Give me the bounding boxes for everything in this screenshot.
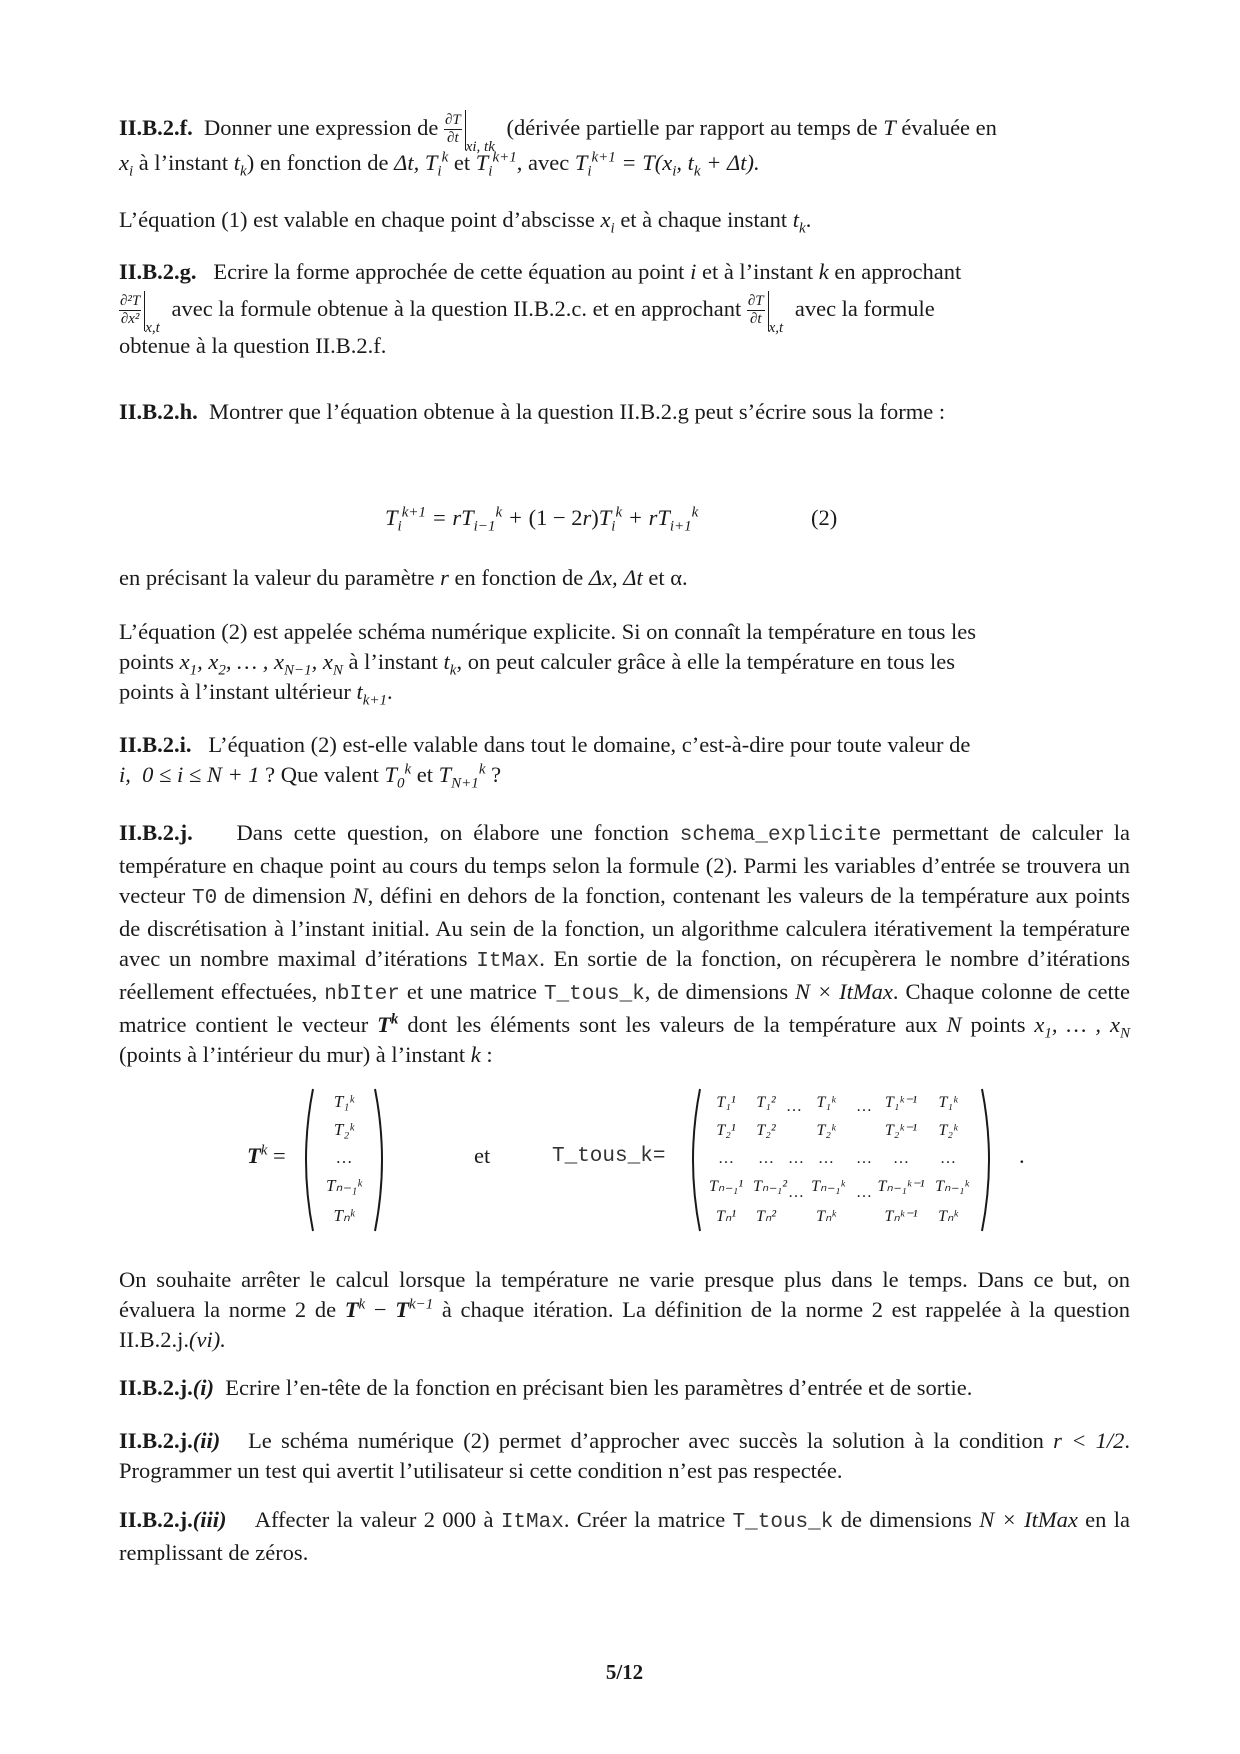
text: Ecrire la forme approchée de cette équation au point <box>213 259 685 284</box>
svg-text:T₂¹: T₂¹ <box>716 1122 736 1139</box>
text: . En sortie de la fonction, on récupèrera le nombre d’itérations réellement effectuées, <box>119 946 1131 1004</box>
text: , de dimensions <box>644 979 789 1004</box>
svg-text:…: … <box>818 1150 834 1167</box>
code-variable: T_tous_k <box>732 1511 834 1534</box>
text: de dimension <box>224 883 346 908</box>
text: L’équation (2) est-elle valable dans tout le domaine, c’est-à-dire pour toute valeur de <box>208 732 971 757</box>
text: et α. <box>648 565 688 590</box>
question-g: II.B.2.g. Ecrire la forme approchée de cette équation au point i et à l’instant k en approchant $\frac{\text{∂²T}}{\text{∂x²}}$ x,t avec la formule obtenue à la question II.B.2.c. et en approchant $\frac{\partial T}{\partial t}$ x,t avec la formule obtenue à la question II.B.2.f. <box>119 259 962 358</box>
eval-point: xi, tk <box>465 139 495 155</box>
svg-text:Tₙ₋₁ᵏ: Tₙ₋₁ᵏ <box>326 1176 362 1195</box>
text: en la remplissant de zéros. <box>119 1507 1131 1565</box>
svg-text:Tₙᵏ: Tₙᵏ <box>816 1208 836 1225</box>
question-j: II.B.2.j. Dans cette question, on élabore une fonction schema_explicite permettant de calculer la température en chaque point au cours du temps selon la formule (2). Parmi les variables d’entrée se trouvera un vecteur T0 de dimension N, défini en dehors de la fonction, contenant les valeurs de la température aux points de discrétisation à l’instant initial. Au sein de la fonction, un algorithme calculera itérativement la température avec un nombre maximal d’itérations ItMax. En sortie de la fonction, on récupèrera le nombre d’itérations réellement effectuées, nbIter et une matrice T_tous_k, de dimensions N × ItMax. Chaque colonne de cette matrice contient le vecteur $T^k$ dont les éléments sont les valeurs de la température aux N points $x_1$, … , $x_N$ (points à l’intérieur du mur) à l’instant k : <box>119 820 1131 1067</box>
svg-text:Tₙ₋₁¹: Tₙ₋₁¹ <box>708 1178 744 1195</box>
svg-text:Tₙᵏ: Tₙᵏ <box>938 1208 958 1225</box>
svg-text:Tₙ²: Tₙ² <box>755 1208 777 1225</box>
code-variable: nbIter <box>324 983 400 1006</box>
text: avec la formule obtenue à la question II.B.2.c. et en approchant <box>171 296 742 321</box>
second-partial-derivative: $\frac{\text{∂²T}}{\text{∂x²}}$ <box>120 293 141 328</box>
text: points <box>119 649 175 674</box>
question-j-iii: II.B.2.j.(iii) Affecter la valeur 2 000 à ItMax. Créer la matrice T_tous_k de dimensions N × ItMax en la remplissant de zéros. <box>119 1507 1131 1565</box>
svg-text:T₁ᵏ: T₁ᵏ <box>938 1094 958 1111</box>
equation-2: $T_i^{k+1} = rT_{i-1}^k + (1 - 2r)T_i^k + rT_{i+1}^k$ (2) <box>385 504 838 535</box>
text: (dérivée partielle par rapport au temps de <box>506 115 878 140</box>
text: Ecrire l’en-tête de la fonction en précisant bien les paramètres d’entrée et de sortie. <box>225 1375 973 1400</box>
question-h-continued: en précisant la valeur du paramètre r en fonction de Δx, Δt et α. <box>119 565 688 590</box>
equation-1-note: L’équation (1) est valable en chaque point d’abscisse $x_i$ et à chaque instant $t_k$. <box>119 207 812 237</box>
svg-text:…: … <box>893 1150 909 1167</box>
svg-text:Tₙ₋₁ᵏ⁻¹: Tₙ₋₁ᵏ⁻¹ <box>877 1178 925 1195</box>
svg-text:T₁ᵏ⁻¹: T₁ᵏ⁻¹ <box>884 1094 918 1111</box>
svg-text:T₁¹: T₁¹ <box>716 1094 736 1111</box>
vector-label: $T^k$ = <box>247 1142 286 1168</box>
svg-text:Tₙᵏ⁻¹: Tₙᵏ⁻¹ <box>884 1208 918 1225</box>
svg-text:T₁²: T₁² <box>756 1094 776 1111</box>
text: à chaque itération. La définition de la norme 2 est rappelée à la question II.B.2.j. <box>119 1297 1130 1352</box>
svg-text:Tₙ₋₁ᵏ: Tₙ₋₁ᵏ <box>811 1178 845 1195</box>
vector-brackets <box>299 1085 389 1235</box>
partial-derivative: $\frac{\partial T}{\partial t}$ <box>444 112 461 147</box>
code-variable: T_tous_k <box>543 983 645 1006</box>
text: L’équation (2) est appelée schéma numérique explicite. Si on connaît la température en tous les <box>119 619 976 644</box>
svg-text:T₁ᵏ: T₁ᵏ <box>816 1094 836 1111</box>
svg-text:T₂ᵏ: T₂ᵏ <box>816 1122 836 1139</box>
text: Affecter la valeur 2 000 à <box>254 1507 494 1532</box>
stopping-criterion: On souhaite arrêter le calcul lorsque la température ne varie presque plus dans le temps. Dans ce but, on évaluera la norme 2 de $T^k - T^{k-1}$ à chaque itération. La définition de la norme 2 est rappelée à la question II.B.2.j.(vi). <box>119 1267 1130 1352</box>
text: en approchant <box>834 259 962 284</box>
question-id: II.B.2.i. <box>119 732 192 757</box>
text: dont les éléments sont les valeurs de la température aux <box>407 1012 938 1037</box>
question-j-ii: II.B.2.j.(ii) Le schéma numérique (2) permet d’approcher avec succès la solution à la condition r < 1/2. Programmer un test qui avertit l’utilisateur si cette condition n’est pas respectée. <box>119 1428 1131 1483</box>
svg-text:Tₙ₋₁²: Tₙ₋₁² <box>752 1178 788 1195</box>
svg-text:…: … <box>856 1184 872 1201</box>
text: ) en fonction de <box>246 150 389 175</box>
question-f: II.B.2.f. Donner une expression de $\frac{\partial T}{\partial t}$ xi, tk (dérivée partielle par rapport au temps de T évaluée en $x_i$ à l’instant $t_k$) en fonction de Δt, $T_i^k$ et $T_i^{k+1}$, avec $T_i^{k+1} = T(x_i$, $t_k + \Delta t$). <box>119 108 1130 178</box>
text: à l’instant <box>138 150 229 175</box>
text: points à l’instant ultérieur <box>119 679 351 704</box>
text: : <box>486 1042 493 1067</box>
equation-number: (2) <box>811 505 838 530</box>
text: obtenue à la question II.B.2.f. <box>119 333 387 358</box>
question-id: II.B.2.f. <box>119 115 193 140</box>
partial-derivative: $\frac{\partial T}{\partial t}$ <box>747 293 764 328</box>
svg-text:T₁ᵏ: T₁ᵏ <box>333 1092 355 1111</box>
code-variable: ItMax <box>500 1511 564 1534</box>
text: de dimensions <box>840 1507 972 1532</box>
question-i: II.B.2.i. L’équation (2) est-elle valable dans tout le domaine, c’est-à-dire pour toute valeur de i, 0 ≤ i ≤ N + 1 ? Que valent $T_0^k$ et $T_{N+1}^k$ ? <box>119 732 971 792</box>
text: L’équation (1) est valable en chaque point d’abscisse <box>119 207 595 232</box>
text: en précisant la valeur du paramètre <box>119 565 435 590</box>
code-variable: ItMax <box>476 950 540 973</box>
text: en fonction de <box>454 565 584 590</box>
text: points <box>970 1012 1026 1037</box>
math-var: T <box>883 115 896 140</box>
text: Montrer que l’équation obtenue à la question II.B.2.g peut s’écrire sous la forme : <box>209 399 946 424</box>
code-variable: T_tous_k= <box>552 1145 666 1168</box>
svg-text:T₂ᵏ: T₂ᵏ <box>333 1120 355 1139</box>
svg-text:…: … <box>788 1184 804 1201</box>
text: . Chaque colonne de cette matrice contient le vecteur <box>119 979 1131 1037</box>
svg-text:Tₙ₋₁ᵏ: Tₙ₋₁ᵏ <box>935 1178 969 1195</box>
question-id: II.B.2.h. <box>119 399 198 424</box>
question-id: II.B.2.g. <box>119 259 197 284</box>
svg-text:…: … <box>718 1150 734 1167</box>
text: , défini en dehors de la fonction, contenant les valeurs de la température aux points de discrétisation à l’instant initial. Au sein de la fonction, un algorithme calculera itérativement la température avec un nombre maximal d’itérations <box>119 883 1131 971</box>
svg-text:…: … <box>788 1150 804 1167</box>
question-h <box>119 397 1130 427</box>
question-id: II.B.2.j. <box>119 820 193 845</box>
text: . <box>1019 1143 1025 1168</box>
text: à l’instant <box>348 649 438 674</box>
text: et à chaque instant <box>620 207 788 232</box>
svg-text:Tₙ¹: Tₙ¹ <box>715 1208 737 1225</box>
svg-text:T₂ᵏ⁻¹: T₂ᵏ⁻¹ <box>884 1122 918 1139</box>
svg-text:…: … <box>335 1148 353 1167</box>
svg-text:…: … <box>786 1098 802 1115</box>
svg-text:…: … <box>856 1150 872 1167</box>
matrix-definitions <box>119 1085 1130 1245</box>
svg-text:T₂²: T₂² <box>756 1122 776 1139</box>
text: , on peut calculer grâce à elle la température en tous les <box>456 649 955 674</box>
text: permettant de calculer la température en chaque point au cours du temps selon la formule (2). Parmi les variables d’entrée se trouvera un vecteur <box>119 820 1131 908</box>
text: On souhaite arrêter le calcul lorsque la température ne varie presque plus dans le temps. Dans ce but, on évaluera la norme 2 de <box>119 1267 1130 1322</box>
text: Donner une expression de <box>204 115 439 140</box>
page-number: 5/12 <box>605 1660 644 1684</box>
text: évaluée en <box>901 115 997 140</box>
text: Le schéma numérique (2) permet d’approcher avec succès la solution à la condition <box>248 1428 1044 1453</box>
question-j-i: II.B.2.j.(i) Ecrire l’en-tête de la fonction en précisant bien les paramètres d’entrée et de sortie. <box>119 1375 973 1400</box>
text: avec la formule <box>794 296 935 321</box>
text: (points à l’intérieur du mur) à l’instant <box>119 1042 466 1067</box>
text: et à l’instant <box>701 259 814 284</box>
code-function-name: schema_explicite <box>679 824 882 847</box>
svg-text:…: … <box>856 1098 872 1115</box>
schema-explanation: L’équation (2) est appelée schéma numérique explicite. Si on connaît la température en tous les points $x_1$, $x_2$, … , $x_{N-1}$, $x_N$ à l’instant $t_k$, on peut calculer grâce à elle la température en tous les points à l’instant ultérieur $t_{k+1}$. <box>119 617 1130 707</box>
text: . Programmer un test qui avertit l’utilisateur si cette condition n’est pas respectée. <box>119 1428 1131 1483</box>
text: . Créer la matrice <box>563 1507 726 1532</box>
text: (vi). <box>189 1327 226 1352</box>
text: et <box>474 1143 491 1168</box>
svg-text:…: … <box>940 1150 956 1167</box>
code-variable: T0 <box>192 887 218 910</box>
matrix-brackets <box>686 1085 1006 1235</box>
text: , avec <box>516 150 570 175</box>
svg-text:T₂ᵏ: T₂ᵏ <box>938 1122 958 1139</box>
svg-text:…: … <box>758 1150 774 1167</box>
text: ? <box>491 762 502 787</box>
text: et <box>416 762 434 787</box>
text: et <box>453 150 471 175</box>
svg-text:Tₙᵏ: Tₙᵏ <box>333 1206 355 1225</box>
text: et une matrice <box>406 979 537 1004</box>
text: Dans cette question, on élabore une fonction <box>236 820 669 845</box>
text: ? Que valent <box>265 762 379 787</box>
